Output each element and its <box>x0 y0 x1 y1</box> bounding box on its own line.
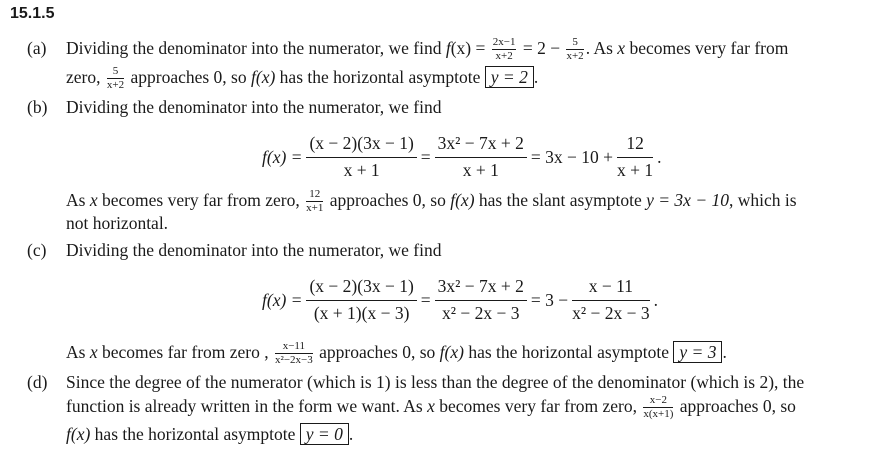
fraction-numerator: x−2 <box>643 395 673 408</box>
part-a-label: (a) <box>27 38 47 58</box>
text: zero, <box>66 67 105 87</box>
part-c-line-1 <box>66 341 727 366</box>
math-text: = 2 − <box>518 38 565 58</box>
part-b-line-2: not horizontal. <box>66 213 169 233</box>
eq-sign: = <box>420 146 431 167</box>
fraction <box>566 37 583 62</box>
fraction-denominator: (x + 1)(x − 3) <box>313 302 410 323</box>
fraction-denominator: x+1 <box>306 202 324 215</box>
fraction <box>107 66 124 91</box>
text: approaches 0, so <box>126 67 251 87</box>
fraction-denominator: x+2 <box>566 50 584 63</box>
eq-end: . <box>653 289 659 310</box>
text: becomes very far from <box>625 38 789 58</box>
text: . As <box>585 38 618 58</box>
fraction-numerator: 5 <box>107 66 124 79</box>
fraction-numerator: x−11 <box>275 341 313 354</box>
fraction <box>492 37 517 62</box>
text: becomes very far from zero, <box>434 396 642 416</box>
part-c-intro: Dividing the denominator into the numerator, we find <box>66 240 442 260</box>
fraction-denominator: x² − 2x − 3 <box>572 302 650 323</box>
fraction-denominator: x + 1 <box>462 159 499 180</box>
section-number: 15.1.5 <box>10 5 55 22</box>
text: approaches 0, so <box>314 342 440 362</box>
text: has the horizontal asymptote <box>90 424 300 444</box>
math-y: y = 3x − 10 <box>646 190 730 210</box>
fraction-denominator: x² − 2x − 3 <box>442 302 520 323</box>
fraction-denominator: x(x+1) <box>643 408 674 421</box>
eq-sign: = <box>420 289 431 310</box>
fraction-numerator: 3x² − 7x + 2 <box>435 278 527 301</box>
text: . <box>722 342 727 362</box>
eq-end: . <box>657 146 662 167</box>
fraction-denominator: x+2 <box>495 50 513 63</box>
math-fx: f(x) <box>251 67 276 87</box>
fraction <box>643 395 673 420</box>
text: approaches 0, so <box>675 396 796 416</box>
fraction <box>306 278 416 322</box>
fraction <box>572 278 650 322</box>
fraction <box>617 135 653 179</box>
text: has the horizontal asymptote <box>275 67 485 87</box>
part-d-line-1: Since the degree of the numerator (which is 1) is less than the degree of the denominator (which is 2), the <box>66 372 805 392</box>
part-b-label: (b) <box>27 97 48 117</box>
text: . <box>533 67 539 87</box>
math-fx: f(x) <box>450 190 475 210</box>
fraction-numerator: 12 <box>617 135 653 158</box>
fraction-numerator: 2x−1 <box>492 36 516 49</box>
fraction-numerator: 5 <box>566 37 583 50</box>
fraction-denominator: x + 1 <box>617 159 654 180</box>
part-b-equation <box>262 135 662 179</box>
part-c-label: (c) <box>27 240 47 260</box>
text: approaches 0, so <box>325 190 451 210</box>
part-a-line-2 <box>66 66 538 91</box>
answer-text: y = 0 <box>305 424 343 444</box>
text: has the slant asymptote <box>474 190 647 210</box>
text: As <box>66 342 90 362</box>
math-x: x <box>89 342 98 362</box>
fraction <box>275 341 313 366</box>
part-d-label: (d) <box>27 372 48 392</box>
fraction-numerator: 12 <box>306 189 323 202</box>
fraction-denominator: x²−2x−3 <box>275 354 313 367</box>
fraction <box>435 135 527 179</box>
text: becomes far from zero , <box>97 342 274 362</box>
fraction-denominator: x + 1 <box>343 159 380 180</box>
fraction-numerator: x − 11 <box>572 278 650 301</box>
text: . <box>348 424 354 444</box>
eq-lhs: f(x) = <box>262 289 303 310</box>
math-text: (x) = <box>450 38 490 58</box>
part-d-line-3 <box>66 423 353 445</box>
fraction-numerator: 3x² − 7x + 2 <box>435 135 527 158</box>
fraction <box>435 278 527 322</box>
part-b-line-1 <box>66 189 797 214</box>
fraction-numerator: (x − 2)(3x − 1) <box>306 278 416 301</box>
math-x: x <box>89 190 98 210</box>
text: function is already written in the form we want. As <box>66 396 428 416</box>
math-fx: f(x) <box>439 342 464 362</box>
fraction <box>306 135 416 179</box>
part-d-line-2 <box>66 395 796 420</box>
answer-box <box>673 341 722 363</box>
answer-box <box>485 66 534 88</box>
eq-mid: = 3x − 10 + <box>530 146 614 167</box>
math-x: x <box>617 38 626 58</box>
text: , which is <box>729 190 797 210</box>
part-b-intro: Dividing the denominator into the numerator, we find <box>66 97 442 117</box>
text: has the horizontal asymptote <box>463 342 674 362</box>
text: As <box>66 190 90 210</box>
text: Dividing the denominator into the numerator, we find <box>66 38 446 58</box>
answer-text: y = 2 <box>490 67 528 87</box>
math-fx: f(x) <box>66 424 91 444</box>
eq-mid: = 3 − <box>530 289 569 310</box>
answer-box <box>300 423 349 445</box>
part-c-equation <box>262 278 658 322</box>
eq-lhs: f(x) = <box>262 146 303 167</box>
fraction <box>306 189 323 214</box>
fraction-denominator: x+2 <box>106 79 125 92</box>
math-f: f <box>445 38 451 58</box>
fraction-numerator: (x − 2)(3x − 1) <box>306 135 416 158</box>
math-x: x <box>427 396 435 416</box>
text: becomes very far from zero, <box>97 190 305 210</box>
answer-text: y = 3 <box>679 342 717 362</box>
part-a-line-1 <box>66 37 788 62</box>
